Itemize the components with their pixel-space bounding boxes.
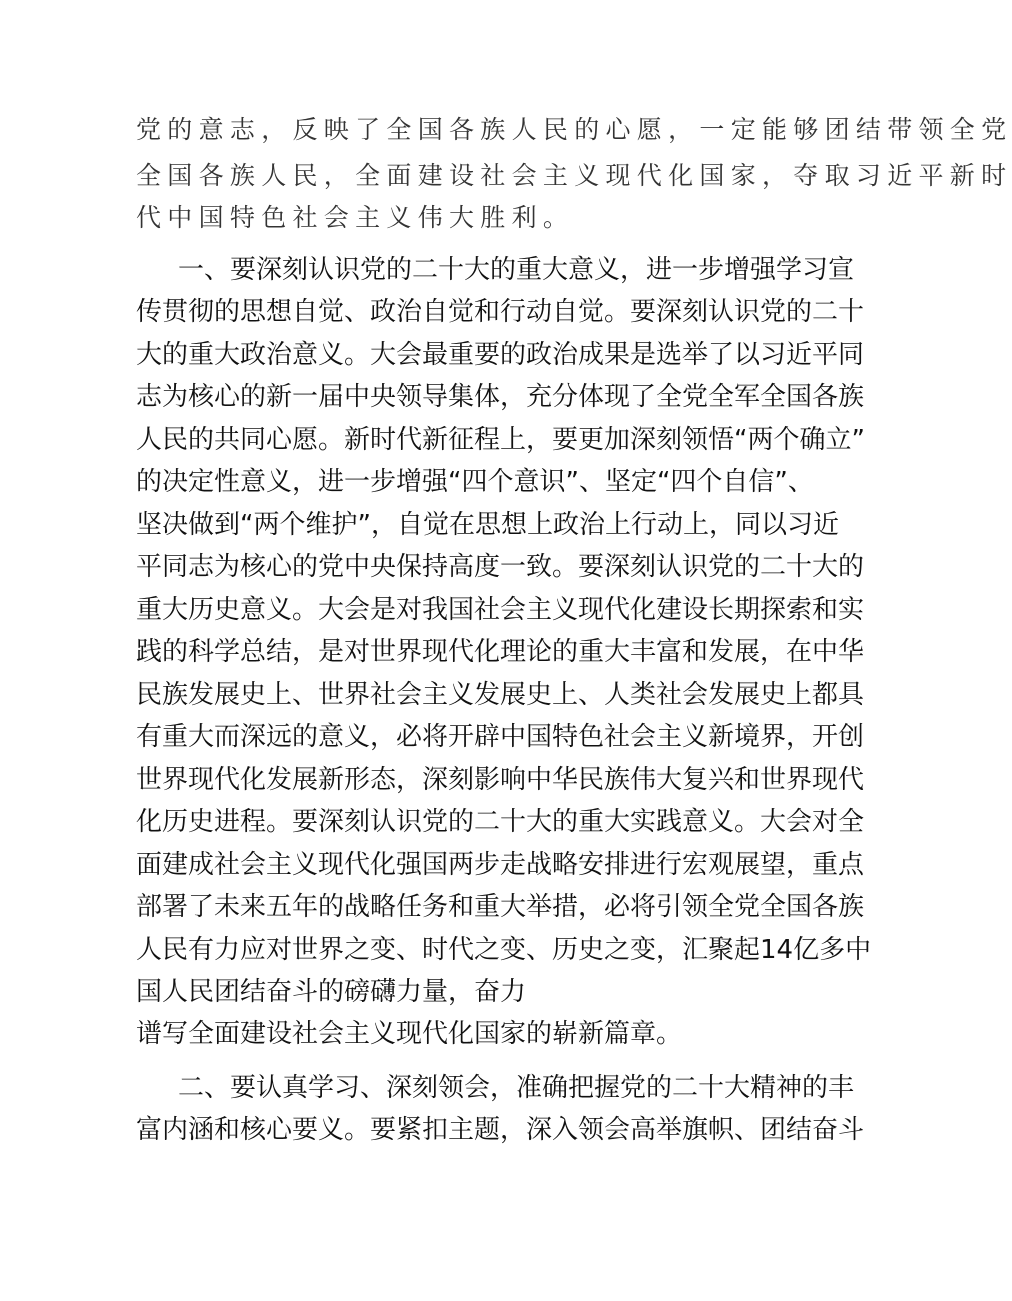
section1-line-4: 志为核心的新一届中央领导集体，充分体现了全党全军全国各族 [136,382,865,412]
section2-line-2: 富内涵和核心要义。要紧扣主题，深入领会高举旗帜、团结奋斗 [136,1115,865,1145]
section1-line-13: 世界现代化发展新形态，深刻影响中华民族伟大复兴和世界现代 [136,765,865,795]
section1-line-2: 传贯彻的思想自觉、政治自觉和行动自觉。要深刻认识党的二十 [136,297,865,327]
section1-line-1: 一、要深刻认识党的二十大的重大意义，进一步增强学习宣 [178,255,855,285]
section1-line-15: 面建成社会主义现代化强国两步走战略安排进行宏观展望，重点 [136,850,865,880]
section1-line-17: 人民有力应对世界之变、时代之变、历史之变，汇聚起14亿多中 [136,935,872,965]
section1-line-7: 坚决做到“两个维护”，自觉在思想上政治上行动上，同以习近 [136,510,839,540]
section1-line-19: 谱写全面建设社会主义现代化国家的崭新篇章。 [136,1019,683,1049]
section1-line-8: 平同志为核心的党中央保持高度一致。要深刻认识党的二十大的 [136,552,865,582]
section1-line-6: 的决定性意义，进一步增强“四个意识”、坚定“四个自信”、 [136,467,814,497]
section1-line-9: 重大历史意义。大会是对我国社会主义现代化建设长期探索和实 [136,595,865,625]
section1-line-5: 人民的共同心愿。新时代新征程上，要更加深刻领悟“两个确立” [136,425,865,455]
section1-line-12: 有重大而深远的意义，必将开辟中国特色社会主义新境界，开创 [136,722,865,752]
intro-paragraph-line-3: 代中国特色社会主义伟大胜利。 [136,203,575,232]
section1-line-11: 民族发展史上、世界社会主义发展史上、人类社会发展史上都具 [136,680,865,710]
section1-line-16: 部署了未来五年的战略任务和重大举措，必将引领全党全国各族 [136,892,865,922]
section1-line-10: 践的科学总结，是对世界现代化理论的重大丰富和发展，在中华 [136,637,865,667]
section1-line-3: 大的重大政治意义。大会最重要的政治成果是选举了以习近平同 [136,340,865,370]
intro-paragraph-line-1: 党的意志，反映了全国各族人民的心愿，一定能够团结带领全党 [136,115,1012,144]
section2-line-1: 二、要认真学习、深刻领会，准确把握党的二十大精神的丰 [178,1073,855,1103]
section1-line-18: 国人民团结奋斗的磅礴力量，奋力 [136,977,527,1007]
section1-line-14: 化历史进程。要深刻认识党的二十大的重大实践意义。大会对全 [136,807,865,837]
intro-paragraph-line-2: 全国各族人民，全面建设社会主义现代化国家，夺取习近平新时 [136,161,1012,190]
